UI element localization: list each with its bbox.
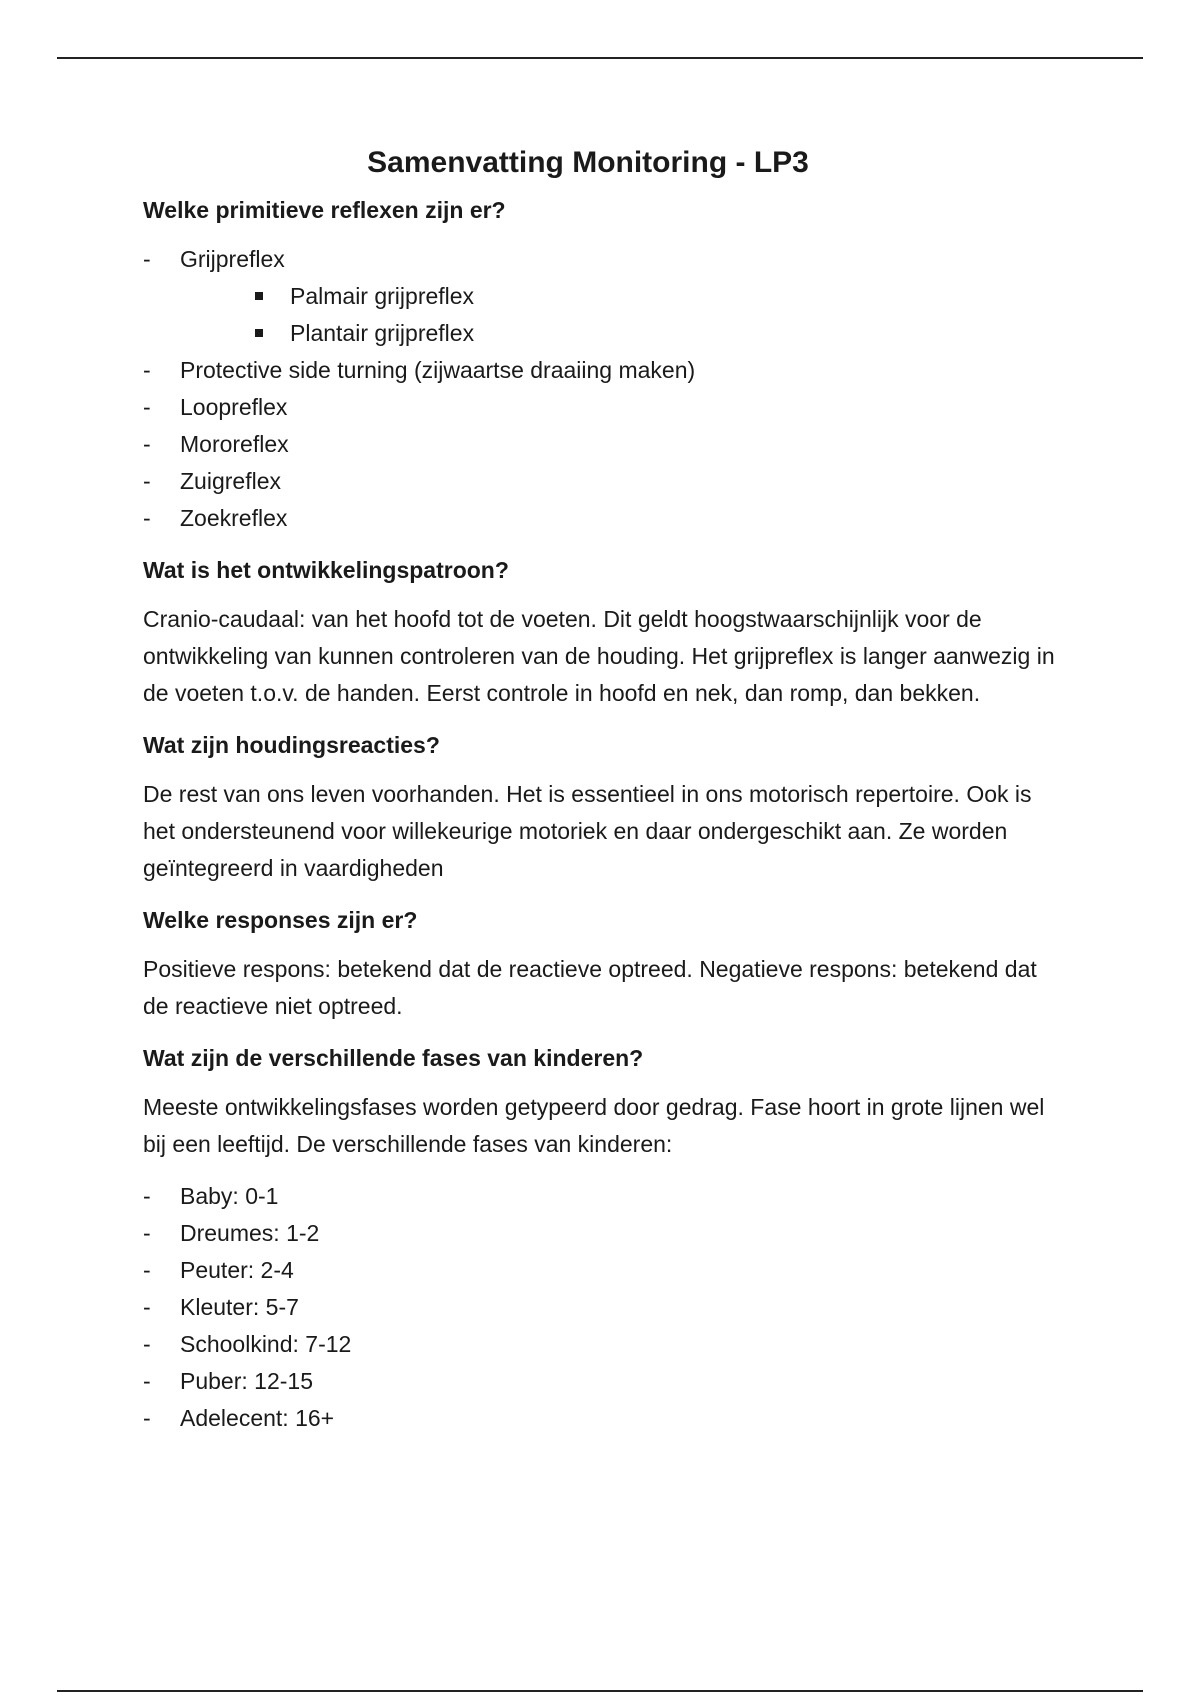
grijpreflex-sublist: [180, 278, 1063, 352]
list-item: [143, 1363, 1063, 1400]
dash-bullet: -: [143, 1331, 151, 1357]
list-item: [143, 1289, 1063, 1326]
section-heading-houdingsreacties: Wat zijn houdingsreacties?: [143, 732, 440, 758]
dash-bullet: -: [143, 468, 151, 494]
section-heading-fases: Wat zijn de verschillende fases van kinderen?: [143, 1045, 644, 1071]
section-heading-ontwikkelingspatroon: Wat is het ontwikkelingspatroon?: [143, 557, 509, 583]
list-item: [143, 241, 1063, 352]
list-item-text: Zoekreflex: [180, 505, 288, 531]
list-item-text: Grijpreflex: [180, 246, 285, 272]
list-item: [143, 463, 1063, 500]
dash-bullet: -: [143, 357, 151, 383]
dash-bullet: -: [143, 1257, 151, 1283]
dash-bullet: -: [143, 505, 151, 531]
list-item-text: Adelecent: 16+: [180, 1405, 335, 1431]
paragraph-houdingsreacties: De rest van ons leven voorhanden. Het is essentieel in ons motorisch repertoire. Ook is het ondersteunend voor willekeurige motoriek en daar ondergeschikt aan. Ze worden geïntegreerd in vaardigheden: [143, 781, 1032, 881]
sub-list-item-text: Palmair grijpreflex: [290, 283, 475, 309]
sub-list-item: [180, 278, 1063, 315]
dash-bullet: -: [143, 1368, 151, 1394]
list-item: [143, 352, 1063, 389]
dash-bullet: -: [143, 246, 151, 272]
list-item-text: Puber: 12-15: [180, 1368, 313, 1394]
sub-list-item-text: Plantair grijpreflex: [290, 320, 475, 346]
list-item-text: Peuter: 2-4: [180, 1257, 294, 1283]
document-page: [143, 143, 1063, 1452]
dash-bullet: -: [143, 1405, 151, 1431]
list-item-text: Baby: 0-1: [180, 1183, 279, 1209]
header-rule: [57, 57, 1143, 59]
list-item: [143, 1252, 1063, 1289]
fases-list: [143, 1178, 1063, 1437]
dash-bullet: -: [143, 1294, 151, 1320]
paragraph-ontwikkelingspatroon: Cranio-caudaal: van het hoofd tot de voeten. Dit geldt hoogstwaarschijnlijk voor de ontwikkeling van kunnen controleren van de houding. Het grijpreflex is langer aanwezig in de voeten t.o.v. de handen. Eerst controle in hoofd en nek, dan romp, dan bekken.: [143, 606, 1055, 706]
list-item: [143, 426, 1063, 463]
paragraph-fases: Meeste ontwikkelingsfases worden getypeerd door gedrag. Fase hoort in grote lijnen wel bij een leeftijd. De verschillende fases van kinderen:: [143, 1094, 1045, 1157]
list-item: [143, 1215, 1063, 1252]
list-item: [143, 1400, 1063, 1437]
list-item-text: Schoolkind: 7-12: [180, 1331, 352, 1357]
sub-list-item: [180, 315, 1063, 352]
list-item-text: Dreumes: 1-2: [180, 1220, 320, 1246]
dash-bullet: -: [143, 431, 151, 457]
dash-bullet: -: [143, 394, 151, 420]
section-heading-responses: Welke responses zijn er?: [143, 907, 418, 933]
reflexen-list: [143, 241, 1063, 537]
document-title: Samenvatting Monitoring - LP3: [367, 146, 809, 179]
list-item: [143, 389, 1063, 426]
list-item: [143, 1178, 1063, 1215]
list-item-text: Kleuter: 5-7: [180, 1294, 299, 1320]
square-bullet-icon: [255, 292, 263, 300]
footer-rule: [57, 1690, 1143, 1692]
dash-bullet: -: [143, 1183, 151, 1209]
list-item: [143, 500, 1063, 537]
section-heading-primitieve-reflexen: Welke primitieve reflexen zijn er?: [143, 197, 506, 223]
list-item: [143, 1326, 1063, 1363]
list-item-text: Mororeflex: [180, 431, 289, 457]
dash-bullet: -: [143, 1220, 151, 1246]
paragraph-responses: Positieve respons: betekend dat de reactieve optreed. Negatieve respons: betekend dat de reactieve niet optreed.: [143, 956, 1037, 1019]
square-bullet-icon: [255, 329, 263, 337]
list-item-text: Loopreflex: [180, 394, 288, 420]
list-item-text: Protective side turning (zijwaartse draaiing maken): [180, 357, 696, 383]
list-item-text: Zuigreflex: [180, 468, 281, 494]
